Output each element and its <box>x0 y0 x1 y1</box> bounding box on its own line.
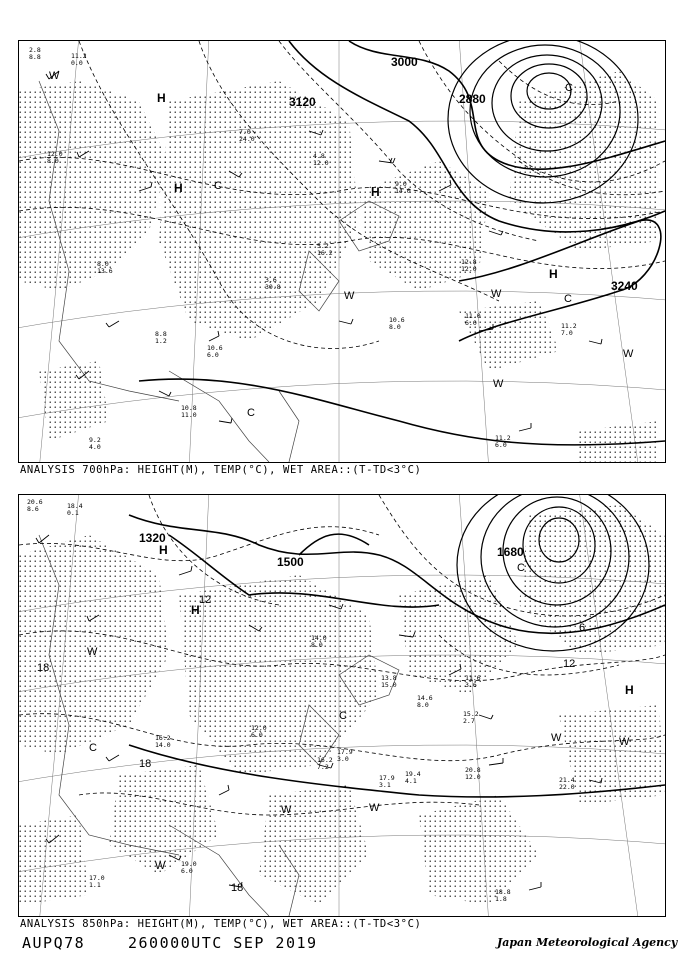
station-observation: 8.8 1.2 <box>155 330 167 345</box>
station-observation: 15.2 2.7 <box>463 710 479 725</box>
station-observation: 12.0 6.0 <box>251 724 267 739</box>
height-label: 1320 <box>139 531 166 545</box>
warm-marker: W <box>619 736 630 748</box>
station-observation: 18.4 0.1 <box>67 502 83 517</box>
station-observation: 21.4 22.0 <box>559 776 575 791</box>
cold-marker: C <box>565 82 573 94</box>
panel-caption-700hpa: ANALYSIS 700hPa: HEIGHT(M), TEMP(°C), WET AREA::(T-TD<3°C) <box>20 464 422 476</box>
high-pressure-marker: H <box>191 603 200 617</box>
isotherm-label: 12 <box>199 594 212 606</box>
station-observation: 14.6 8.0 <box>417 694 433 709</box>
cold-marker: C <box>247 407 255 419</box>
high-pressure-marker: H <box>371 185 380 199</box>
station-observation: 17.9 3.0 <box>337 748 353 763</box>
station-observation: 7.0 24.0 <box>239 128 255 143</box>
warm-marker: W <box>491 288 502 300</box>
station-observation: 10.8 11.0 <box>181 404 197 419</box>
station-observation: 3.6 30.8 <box>265 276 281 291</box>
map-canvas-700hpa <box>19 41 665 462</box>
wet-area-shading <box>19 502 665 905</box>
isotherm-label: 18 <box>37 662 50 674</box>
station-observation: 16.2 14.0 <box>155 734 171 749</box>
warm-marker: W <box>87 646 98 658</box>
station-observation: 10.6 8.0 <box>389 316 405 331</box>
height-label: 1680 <box>497 545 524 559</box>
cold-marker: C <box>89 742 97 754</box>
station-observation: 4.8 12.0 <box>313 152 329 167</box>
cold-marker: C <box>517 562 525 574</box>
station-observation: 10.6 6.0 <box>207 344 223 359</box>
warm-marker: W <box>49 70 60 82</box>
agency-name: Japan Meteorological Agency <box>497 936 678 949</box>
station-observation: 19.4 4.1 <box>405 770 421 785</box>
map-panel-850hpa <box>18 494 666 917</box>
warm-marker: W <box>369 802 380 814</box>
station-observation: 11.6 3.6 <box>465 674 481 689</box>
station-observation: 17.9 3.1 <box>379 774 395 789</box>
station-observation: 2.8 8.8 <box>29 46 41 61</box>
station-observation: 8.0 13.6 <box>97 260 113 275</box>
station-observation: 13.8 15.0 <box>381 674 397 689</box>
station-observation: 20.8 12.0 <box>465 766 481 781</box>
high-pressure-marker: H <box>174 181 183 195</box>
isotherm-label: 18 <box>139 758 152 770</box>
cold-marker: C <box>564 293 572 305</box>
isotherm-label: 6 <box>579 622 586 634</box>
height-label: 3120 <box>289 95 316 109</box>
map-canvas-850hpa <box>19 495 665 916</box>
height-label: 3000 <box>391 55 418 69</box>
station-observation: 18.8 1.8 <box>495 888 511 903</box>
isotherm-label: 12 <box>563 658 576 670</box>
height-label: 1500 <box>277 555 304 569</box>
cold-marker: C <box>214 180 222 192</box>
cold-marker: C <box>339 710 347 722</box>
map-panel-700hpa <box>18 40 666 463</box>
high-pressure-marker: H <box>159 543 168 557</box>
warm-marker: W <box>155 860 166 872</box>
panel-caption-850hpa: ANALYSIS 850hPa: HEIGHT(M), TEMP(°C), WET AREA::(T-TD<3°C) <box>20 918 422 930</box>
valid-time: 260000UTC SEP 2019 <box>128 934 318 952</box>
station-observation: 16.2 7.2 <box>317 756 333 771</box>
warm-marker: W <box>551 732 562 744</box>
station-observation: 14.0 8.0 <box>311 634 327 649</box>
station-observation: 19.0 6.0 <box>181 860 197 875</box>
station-observation: 12.8 12.0 <box>461 258 477 273</box>
height-label: 3240 <box>611 279 638 293</box>
station-observation: 12.0 8.0 <box>47 150 63 165</box>
warm-marker: W <box>344 290 355 302</box>
warm-marker: W <box>281 804 292 816</box>
high-pressure-marker: H <box>157 91 166 105</box>
station-observation: 9.2 4.0 <box>89 436 101 451</box>
product-id: AUPQ78 <box>22 934 86 952</box>
height-label: 2880 <box>459 92 486 106</box>
high-pressure-marker: H <box>549 267 558 281</box>
station-observation: 11.2 6.0 <box>495 434 511 449</box>
warm-marker: W <box>623 348 634 360</box>
station-observation: 11.0 6.0 <box>465 312 481 327</box>
warm-marker: W <box>493 378 504 390</box>
station-observation: 11.2 0.0 <box>71 52 87 67</box>
station-observation: 20.6 8.6 <box>27 498 43 513</box>
station-observation: 9.0 14.0 <box>395 180 411 195</box>
station-observation: 11.2 7.0 <box>561 322 577 337</box>
station-observation: 5.2 16.2 <box>317 242 333 257</box>
station-observation: 17.0 1.1 <box>89 874 105 889</box>
isotherm-label: 18 <box>231 882 244 894</box>
high-pressure-marker: H <box>625 683 634 697</box>
